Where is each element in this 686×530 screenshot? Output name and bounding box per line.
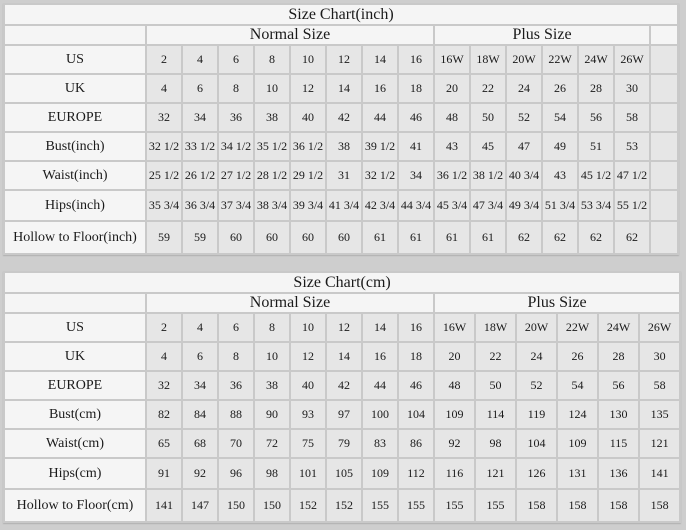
size-cell: 30 <box>640 343 679 370</box>
size-cell: 38 3/4 <box>255 191 289 220</box>
size-cell: 12 <box>327 46 361 73</box>
size-cell: 4 <box>183 46 217 73</box>
size-cell: 26 1/2 <box>183 162 217 189</box>
size-cell: 47 3/4 <box>471 191 505 220</box>
size-cell: 45 3/4 <box>435 191 469 220</box>
size-cell: 59 <box>147 222 181 253</box>
size-cell: 36 1/2 <box>435 162 469 189</box>
size-cell: 2 <box>147 46 181 73</box>
table-row <box>5 314 679 341</box>
size-cell: 22 <box>471 75 505 102</box>
size-cell: 55 1/2 <box>615 191 649 220</box>
size-cell: 8 <box>219 343 253 370</box>
size-chart-inch-table <box>3 3 679 255</box>
size-cell: 124 <box>558 401 597 428</box>
size-cell: 28 <box>579 75 613 102</box>
size-cell: 35 1/2 <box>255 133 289 160</box>
size-cell: 6 <box>183 343 217 370</box>
size-cell: 18 <box>399 343 433 370</box>
size-cell: 46 <box>399 372 433 399</box>
size-cell: 61 <box>399 222 433 253</box>
size-cell: 112 <box>399 459 433 488</box>
size-cell: 45 <box>471 133 505 160</box>
size-cell: 62 <box>579 222 613 253</box>
size-cell: 31 <box>327 162 361 189</box>
size-cell: 131 <box>558 459 597 488</box>
size-cell: 53 3/4 <box>579 191 613 220</box>
size-cell: 62 <box>543 222 577 253</box>
empty-corner-cell <box>5 294 145 312</box>
size-cell: 18 <box>399 75 433 102</box>
row-label: Bust(inch) <box>5 133 145 160</box>
size-cell: 60 <box>255 222 289 253</box>
size-cell: 40 <box>291 104 325 131</box>
size-cell: 24W <box>579 46 613 73</box>
empty-cell <box>651 46 677 73</box>
size-cell: 130 <box>599 401 638 428</box>
size-cell: 36 1/2 <box>291 133 325 160</box>
size-cell: 49 3/4 <box>507 191 541 220</box>
table-row <box>5 372 679 399</box>
size-cell: 136 <box>599 459 638 488</box>
size-cell: 4 <box>183 314 217 341</box>
table-row <box>5 490 679 521</box>
size-cell: 88 <box>219 401 253 428</box>
size-cell: 16 <box>363 75 397 102</box>
size-cell: 158 <box>640 490 679 521</box>
size-cell: 8 <box>219 75 253 102</box>
size-cell: 41 3/4 <box>327 191 361 220</box>
empty-corner-cell <box>5 26 145 44</box>
size-cell: 44 <box>363 104 397 131</box>
size-cell: 62 <box>507 222 541 253</box>
size-cell: 32 <box>147 372 181 399</box>
size-group-header-row <box>5 26 677 44</box>
size-cell: 62 <box>615 222 649 253</box>
row-label: Bust(cm) <box>5 401 145 428</box>
size-cell: 38 <box>255 372 289 399</box>
table-title: Size Chart(inch) <box>5 5 677 24</box>
size-cell: 37 3/4 <box>219 191 253 220</box>
size-cell: 60 <box>291 222 325 253</box>
size-chart-cm-table <box>3 271 681 523</box>
size-cell: 61 <box>435 222 469 253</box>
size-cell: 42 <box>327 372 361 399</box>
table-title-row <box>5 273 679 292</box>
size-cell: 32 1/2 <box>147 133 181 160</box>
size-cell: 40 <box>291 372 325 399</box>
size-cell: 6 <box>183 75 217 102</box>
size-cell: 91 <box>147 459 181 488</box>
size-cell: 25 1/2 <box>147 162 181 189</box>
size-cell: 26 <box>558 343 597 370</box>
size-cell: 26W <box>640 314 679 341</box>
size-cell: 60 <box>219 222 253 253</box>
size-cell: 39 1/2 <box>363 133 397 160</box>
size-cell: 12 <box>327 314 361 341</box>
size-cell: 92 <box>435 430 474 457</box>
size-cell: 42 3/4 <box>363 191 397 220</box>
size-cell: 6 <box>219 314 253 341</box>
size-cell: 16 <box>399 46 433 73</box>
size-cell: 101 <box>291 459 325 488</box>
row-label: EUROPE <box>5 104 145 131</box>
row-label: US <box>5 46 145 73</box>
size-cell: 24 <box>507 75 541 102</box>
size-cell: 22 <box>476 343 515 370</box>
size-cell: 51 3/4 <box>543 191 577 220</box>
table-title: Size Chart(cm) <box>5 273 679 292</box>
size-cell: 42 <box>327 104 361 131</box>
size-cell: 38 <box>255 104 289 131</box>
table-row <box>5 191 677 220</box>
size-cell: 70 <box>219 430 253 457</box>
size-cell: 16 <box>363 343 397 370</box>
row-label: US <box>5 314 145 341</box>
row-label: Hips(inch) <box>5 191 145 220</box>
size-cell: 12 <box>291 343 325 370</box>
size-cell: 56 <box>579 104 613 131</box>
size-cell: 36 <box>219 372 253 399</box>
table-row <box>5 104 677 131</box>
size-cell: 116 <box>435 459 474 488</box>
size-cell: 60 <box>327 222 361 253</box>
size-cell: 98 <box>255 459 289 488</box>
size-cell: 4 <box>147 75 181 102</box>
empty-cell <box>651 104 677 131</box>
size-cell: 38 <box>327 133 361 160</box>
size-cell: 155 <box>363 490 397 521</box>
size-cell: 109 <box>435 401 474 428</box>
table-row <box>5 133 677 160</box>
size-cell: 10 <box>255 75 289 102</box>
size-cell: 109 <box>363 459 397 488</box>
size-cell: 16W <box>435 314 474 341</box>
size-cell: 36 3/4 <box>183 191 217 220</box>
size-cell: 109 <box>558 430 597 457</box>
size-cell: 155 <box>476 490 515 521</box>
size-cell: 104 <box>517 430 556 457</box>
plus-size-header: Plus Size <box>435 294 679 312</box>
size-cell: 48 <box>435 104 469 131</box>
size-cell: 46 <box>399 104 433 131</box>
size-cell: 48 <box>435 372 474 399</box>
size-cell: 16W <box>435 46 469 73</box>
size-cell: 150 <box>255 490 289 521</box>
row-label: UK <box>5 75 145 102</box>
size-cell: 50 <box>471 104 505 131</box>
size-cell: 158 <box>558 490 597 521</box>
size-cell: 152 <box>291 490 325 521</box>
plus-size-header: Plus Size <box>435 26 649 44</box>
size-cell: 61 <box>471 222 505 253</box>
size-cell: 98 <box>476 430 515 457</box>
table-row <box>5 343 679 370</box>
size-cell: 4 <box>147 343 181 370</box>
size-cell: 47 <box>507 133 541 160</box>
size-cell: 82 <box>147 401 181 428</box>
size-cell: 18W <box>476 314 515 341</box>
size-cell: 32 <box>147 104 181 131</box>
row-label: Hips(cm) <box>5 459 145 488</box>
size-cell: 97 <box>327 401 361 428</box>
size-cell: 52 <box>507 104 541 131</box>
size-cell: 104 <box>399 401 433 428</box>
size-cell: 35 3/4 <box>147 191 181 220</box>
size-cell: 93 <box>291 401 325 428</box>
size-cell: 6 <box>219 46 253 73</box>
size-cell: 44 <box>363 372 397 399</box>
row-label: Hollow to Floor(cm) <box>5 490 145 521</box>
empty-cell <box>651 26 677 44</box>
size-cell: 56 <box>599 372 638 399</box>
size-cell: 26W <box>615 46 649 73</box>
size-cell: 119 <box>517 401 556 428</box>
size-cell: 12 <box>291 75 325 102</box>
size-cell: 32 1/2 <box>363 162 397 189</box>
size-cell: 68 <box>183 430 217 457</box>
size-cell: 28 1/2 <box>255 162 289 189</box>
size-cell: 44 3/4 <box>399 191 433 220</box>
size-cell: 30 <box>615 75 649 102</box>
size-group-header-row <box>5 294 679 312</box>
size-cell: 83 <box>363 430 397 457</box>
table-row <box>5 401 679 428</box>
size-cell: 8 <box>255 314 289 341</box>
size-cell: 28 <box>599 343 638 370</box>
empty-cell <box>651 133 677 160</box>
size-cell: 61 <box>363 222 397 253</box>
empty-cell <box>651 222 677 253</box>
size-cell: 43 <box>435 133 469 160</box>
size-cell: 158 <box>599 490 638 521</box>
size-cell: 58 <box>615 104 649 131</box>
empty-cell <box>651 191 677 220</box>
size-cell: 47 1/2 <box>615 162 649 189</box>
size-cell: 18W <box>471 46 505 73</box>
size-cell: 34 <box>399 162 433 189</box>
table-row <box>5 162 677 189</box>
size-cell: 38 1/2 <box>471 162 505 189</box>
size-cell: 54 <box>543 104 577 131</box>
size-cell: 34 <box>183 104 217 131</box>
size-cell: 155 <box>435 490 474 521</box>
normal-size-header: Normal Size <box>147 26 433 44</box>
size-cell: 22W <box>558 314 597 341</box>
size-cell: 26 <box>543 75 577 102</box>
empty-cell <box>651 75 677 102</box>
size-cell: 14 <box>363 46 397 73</box>
size-cell: 84 <box>183 401 217 428</box>
size-cell: 114 <box>476 401 515 428</box>
size-cell: 121 <box>640 430 679 457</box>
row-label: Waist(cm) <box>5 430 145 457</box>
size-cell: 20W <box>517 314 556 341</box>
size-cell: 14 <box>327 343 361 370</box>
size-cell: 2 <box>147 314 181 341</box>
table-row <box>5 46 677 73</box>
size-cell: 49 <box>543 133 577 160</box>
size-cell: 20 <box>435 75 469 102</box>
size-cell: 51 <box>579 133 613 160</box>
size-cell: 58 <box>640 372 679 399</box>
size-cell: 22W <box>543 46 577 73</box>
size-cell: 115 <box>599 430 638 457</box>
size-cell: 8 <box>255 46 289 73</box>
row-label: Waist(inch) <box>5 162 145 189</box>
size-cell: 34 1/2 <box>219 133 253 160</box>
row-label: Hollow to Floor(inch) <box>5 222 145 253</box>
size-cell: 29 1/2 <box>291 162 325 189</box>
size-cell: 86 <box>399 430 433 457</box>
size-cell: 105 <box>327 459 361 488</box>
size-cell: 36 <box>219 104 253 131</box>
size-cell: 147 <box>183 490 217 521</box>
size-cell: 121 <box>476 459 515 488</box>
size-cell: 10 <box>255 343 289 370</box>
size-cell: 14 <box>327 75 361 102</box>
size-cell: 141 <box>640 459 679 488</box>
size-cell: 20 <box>435 343 474 370</box>
size-cell: 20W <box>507 46 541 73</box>
size-cell: 150 <box>219 490 253 521</box>
size-cell: 54 <box>558 372 597 399</box>
size-cell: 50 <box>476 372 515 399</box>
size-cell: 158 <box>517 490 556 521</box>
table-row <box>5 430 679 457</box>
table-row <box>5 75 677 102</box>
size-cell: 14 <box>363 314 397 341</box>
size-cell: 126 <box>517 459 556 488</box>
size-cell: 45 1/2 <box>579 162 613 189</box>
size-cell: 39 3/4 <box>291 191 325 220</box>
size-cell: 79 <box>327 430 361 457</box>
size-cell: 135 <box>640 401 679 428</box>
table-row <box>5 222 677 253</box>
normal-size-header: Normal Size <box>147 294 433 312</box>
size-cell: 33 1/2 <box>183 133 217 160</box>
table-row <box>5 459 679 488</box>
size-cell: 96 <box>219 459 253 488</box>
size-cell: 100 <box>363 401 397 428</box>
size-cell: 152 <box>327 490 361 521</box>
size-cell: 141 <box>147 490 181 521</box>
size-cell: 75 <box>291 430 325 457</box>
row-label: UK <box>5 343 145 370</box>
size-cell: 52 <box>517 372 556 399</box>
table-title-row <box>5 5 677 24</box>
empty-cell <box>651 162 677 189</box>
size-cell: 40 3/4 <box>507 162 541 189</box>
size-cell: 90 <box>255 401 289 428</box>
size-cell: 16 <box>399 314 433 341</box>
size-cell: 34 <box>183 372 217 399</box>
size-cell: 155 <box>399 490 433 521</box>
size-cell: 10 <box>291 46 325 73</box>
size-cell: 65 <box>147 430 181 457</box>
size-cell: 43 <box>543 162 577 189</box>
size-cell: 10 <box>291 314 325 341</box>
size-cell: 53 <box>615 133 649 160</box>
size-cell: 24 <box>517 343 556 370</box>
size-cell: 24W <box>599 314 638 341</box>
size-cell: 41 <box>399 133 433 160</box>
size-cell: 59 <box>183 222 217 253</box>
size-cell: 27 1/2 <box>219 162 253 189</box>
size-cell: 92 <box>183 459 217 488</box>
size-cell: 72 <box>255 430 289 457</box>
row-label: EUROPE <box>5 372 145 399</box>
